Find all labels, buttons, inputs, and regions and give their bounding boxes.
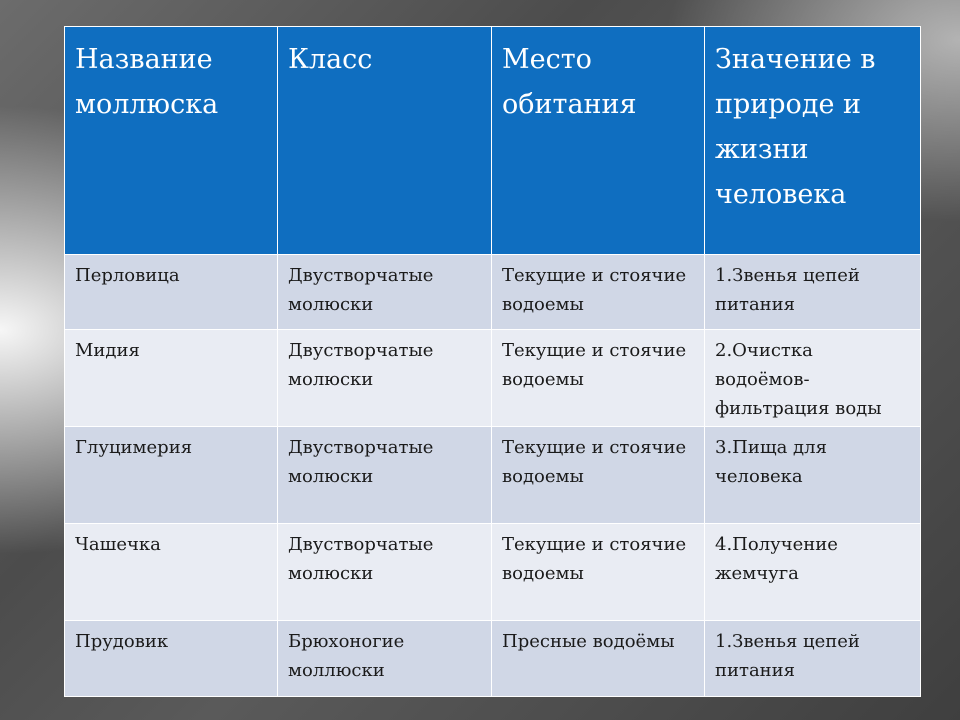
table-row — [65, 330, 921, 427]
cell-class: Брюхоногие моллюски — [278, 621, 492, 697]
header-class: Класс — [278, 27, 492, 255]
cell-mollusk-name: Прудовик — [65, 621, 278, 697]
header-habitat: Место обитания — [492, 27, 705, 255]
cell-significance: 4.Получение жемчуга — [705, 524, 921, 621]
cell-habitat: Пресные водоёмы — [492, 621, 705, 697]
cell-significance: 3.Пища для человека — [705, 427, 921, 524]
cell-habitat: Текущие и стоячие водоемы — [492, 524, 705, 621]
cell-habitat: Текущие и стоячие водоемы — [492, 427, 705, 524]
cell-significance: 1.Звенья цепей питания — [705, 255, 921, 330]
header-significance: Значение в природе и жизни человека — [705, 27, 921, 255]
table-row — [65, 621, 921, 697]
cell-significance: 2.Очистка водоёмов-фильтрация воды — [705, 330, 921, 427]
cell-mollusk-name: Глуцимерия — [65, 427, 278, 524]
cell-mollusk-name: Чашечка — [65, 524, 278, 621]
mollusk-table — [64, 26, 921, 697]
cell-class: Двустворчатые молюски — [278, 427, 492, 524]
cell-class: Двустворчатые молюски — [278, 330, 492, 427]
header-mollusk-name: Название моллюска — [65, 27, 278, 255]
cell-significance: 1.Звенья цепей питания — [705, 621, 921, 697]
cell-mollusk-name: Мидия — [65, 330, 278, 427]
cell-habitat: Текущие и стоячие водоемы — [492, 255, 705, 330]
cell-class: Двустворчатые молюски — [278, 524, 492, 621]
cell-habitat: Текущие и стоячие водоемы — [492, 330, 705, 427]
cell-class: Двустворчатые молюски — [278, 255, 492, 330]
table-row — [65, 524, 921, 621]
table-header-row — [65, 27, 921, 255]
cell-mollusk-name: Перловица — [65, 255, 278, 330]
table-row — [65, 255, 921, 330]
table-row — [65, 427, 921, 524]
